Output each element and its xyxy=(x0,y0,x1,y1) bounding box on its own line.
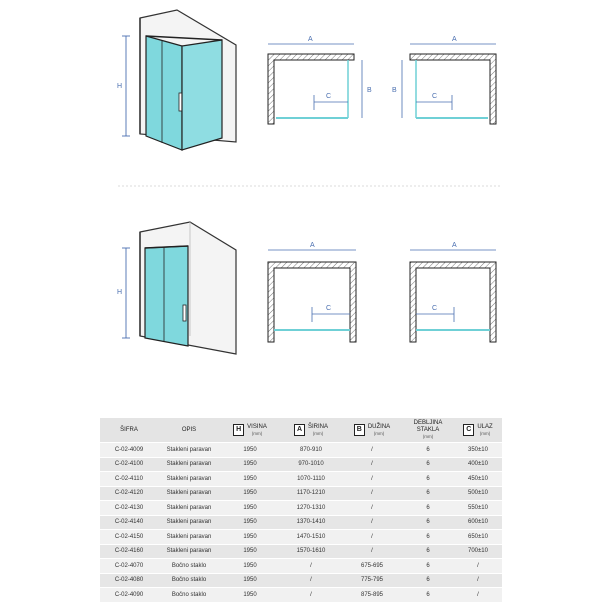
height-icon: H xyxy=(233,424,244,436)
cell-ulaz: 350±10 xyxy=(454,443,502,458)
width-label: A xyxy=(452,36,457,43)
cell-opis: Stakleni paravan xyxy=(158,472,220,487)
cell-opis: Stakleni paravan xyxy=(158,544,220,559)
specification-table xyxy=(100,418,502,603)
height-label: H xyxy=(117,83,123,90)
entrance-label: C xyxy=(326,93,332,100)
cell-opis: Bočno staklo xyxy=(158,559,220,574)
cell-ulaz: 650±10 xyxy=(454,530,502,545)
entrance-icon: C xyxy=(463,424,474,436)
header-visina: H VISINA (mm) xyxy=(220,418,280,443)
cell-ulaz: 600±10 xyxy=(454,515,502,530)
cell-visina: 1950 xyxy=(220,559,280,574)
niche-enclosure-3d xyxy=(117,222,236,354)
header-duzina: B DUŽINA (mm) xyxy=(342,418,402,443)
table-row xyxy=(100,515,502,530)
cell-visina: 1950 xyxy=(220,501,280,516)
door-glass-panel xyxy=(145,246,188,346)
cell-sirina: 970-1010 xyxy=(280,457,342,472)
cell-sirina: / xyxy=(280,559,342,574)
cell-opis: Stakleni paravan xyxy=(158,530,220,545)
cell-sifra: C-02-4140 xyxy=(100,515,158,530)
cell-sifra: C-02-4009 xyxy=(100,443,158,458)
cell-opis: Bočno staklo xyxy=(158,573,220,588)
cell-sirina: 870-910 xyxy=(280,443,342,458)
cell-sirina: 1470-1510 xyxy=(280,530,342,545)
cell-debljina: 6 xyxy=(402,530,454,545)
cell-debljina: 6 xyxy=(402,472,454,487)
table-row xyxy=(100,573,502,588)
cell-duzina: / xyxy=(342,544,402,559)
cell-sifra: C-02-4130 xyxy=(100,501,158,516)
cell-debljina: 6 xyxy=(402,588,454,603)
width-label: A xyxy=(308,36,313,43)
cell-opis: Stakleni paravan xyxy=(158,515,220,530)
header-ulaz: C ULAZ (mm) xyxy=(454,418,502,443)
cell-opis: Stakleni paravan xyxy=(158,457,220,472)
cell-sifra: C-02-4110 xyxy=(100,472,158,487)
plan-view-niche-right xyxy=(410,242,496,342)
plan-view-corner-right xyxy=(392,36,496,124)
cell-debljina: 6 xyxy=(402,501,454,516)
cell-sifra: C-02-4090 xyxy=(100,588,158,603)
width-icon: A xyxy=(294,424,305,436)
cell-sifra: C-02-4100 xyxy=(100,457,158,472)
cell-sirina: / xyxy=(280,588,342,603)
cell-sirina: 1570-1610 xyxy=(280,544,342,559)
height-label: H xyxy=(117,289,123,296)
cell-visina: 1950 xyxy=(220,486,280,501)
cell-debljina: 6 xyxy=(402,515,454,530)
cell-duzina: / xyxy=(342,486,402,501)
cell-opis: Stakleni paravan xyxy=(158,486,220,501)
cell-duzina: / xyxy=(342,457,402,472)
table-row xyxy=(100,544,502,559)
corner-enclosure-3d xyxy=(117,10,236,150)
table-row xyxy=(100,486,502,501)
cell-debljina: 6 xyxy=(402,486,454,501)
table-row xyxy=(100,559,502,574)
header-sifra: ŠIFRA xyxy=(100,418,158,443)
cell-ulaz: 700±10 xyxy=(454,544,502,559)
cell-sifra: C-02-4160 xyxy=(100,544,158,559)
cell-visina: 1950 xyxy=(220,443,280,458)
cell-duzina: 875-895 xyxy=(342,588,402,603)
entrance-label: C xyxy=(432,93,438,100)
side-glass-panel xyxy=(182,40,222,150)
cell-visina: 1950 xyxy=(220,515,280,530)
cell-sifra: C-02-4120 xyxy=(100,486,158,501)
cell-visina: 1950 xyxy=(220,472,280,487)
cell-visina: 1950 xyxy=(220,457,280,472)
plan-view-niche-left xyxy=(268,242,356,342)
table-row xyxy=(100,501,502,516)
table-row xyxy=(100,457,502,472)
cell-visina: 1950 xyxy=(220,530,280,545)
cell-sirina: 1370-1410 xyxy=(280,515,342,530)
cell-debljina: 6 xyxy=(402,443,454,458)
cell-opis: Stakleni paravan xyxy=(158,501,220,516)
table-header-row xyxy=(100,418,502,443)
cell-ulaz: 450±10 xyxy=(454,472,502,487)
cell-sifra: C-02-4150 xyxy=(100,530,158,545)
cell-ulaz: 400±10 xyxy=(454,457,502,472)
cell-duzina: 675-695 xyxy=(342,559,402,574)
table-row xyxy=(100,443,502,458)
cell-visina: 1950 xyxy=(220,573,280,588)
depth-label: B xyxy=(367,87,372,94)
cell-visina: 1950 xyxy=(220,588,280,603)
width-label: A xyxy=(310,242,315,249)
cell-debljina: 6 xyxy=(402,573,454,588)
cell-debljina: 6 xyxy=(402,544,454,559)
table-row xyxy=(100,530,502,545)
cell-sifra: C-02-4080 xyxy=(100,573,158,588)
depth-icon: B xyxy=(354,424,365,436)
table-row xyxy=(100,472,502,487)
cell-debljina: 6 xyxy=(402,457,454,472)
plan-view-corner-left xyxy=(268,36,372,124)
entrance-label: C xyxy=(326,305,332,312)
cell-duzina: / xyxy=(342,443,402,458)
width-label: A xyxy=(452,242,457,249)
header-sirina: A ŠIRINA (mm) xyxy=(280,418,342,443)
cell-ulaz: / xyxy=(454,559,502,574)
cell-sirina: 1170-1210 xyxy=(280,486,342,501)
cell-ulaz: / xyxy=(454,588,502,603)
header-debljina: DEBLJINA STAKLA (mm) xyxy=(402,418,454,443)
entrance-label: C xyxy=(432,305,438,312)
cell-duzina: / xyxy=(342,515,402,530)
cell-sirina: 1070-1110 xyxy=(280,472,342,487)
cell-duzina: / xyxy=(342,472,402,487)
cell-duzina: / xyxy=(342,501,402,516)
cell-duzina: / xyxy=(342,530,402,545)
door-handle xyxy=(183,305,186,321)
cell-ulaz: 500±10 xyxy=(454,486,502,501)
cell-sirina: / xyxy=(280,573,342,588)
cell-sirina: 1270-1310 xyxy=(280,501,342,516)
depth-label: B xyxy=(392,87,397,94)
table-body xyxy=(100,443,502,603)
cell-opis: Bočno staklo xyxy=(158,588,220,603)
header-opis: OPIS xyxy=(158,418,220,443)
cell-duzina: 775-795 xyxy=(342,573,402,588)
door-glass-panel xyxy=(146,36,182,150)
cell-ulaz: / xyxy=(454,573,502,588)
cell-sifra: C-02-4070 xyxy=(100,559,158,574)
cell-debljina: 6 xyxy=(402,559,454,574)
cell-visina: 1950 xyxy=(220,544,280,559)
cell-ulaz: 550±10 xyxy=(454,501,502,516)
cell-opis: Stakleni paravan xyxy=(158,443,220,458)
